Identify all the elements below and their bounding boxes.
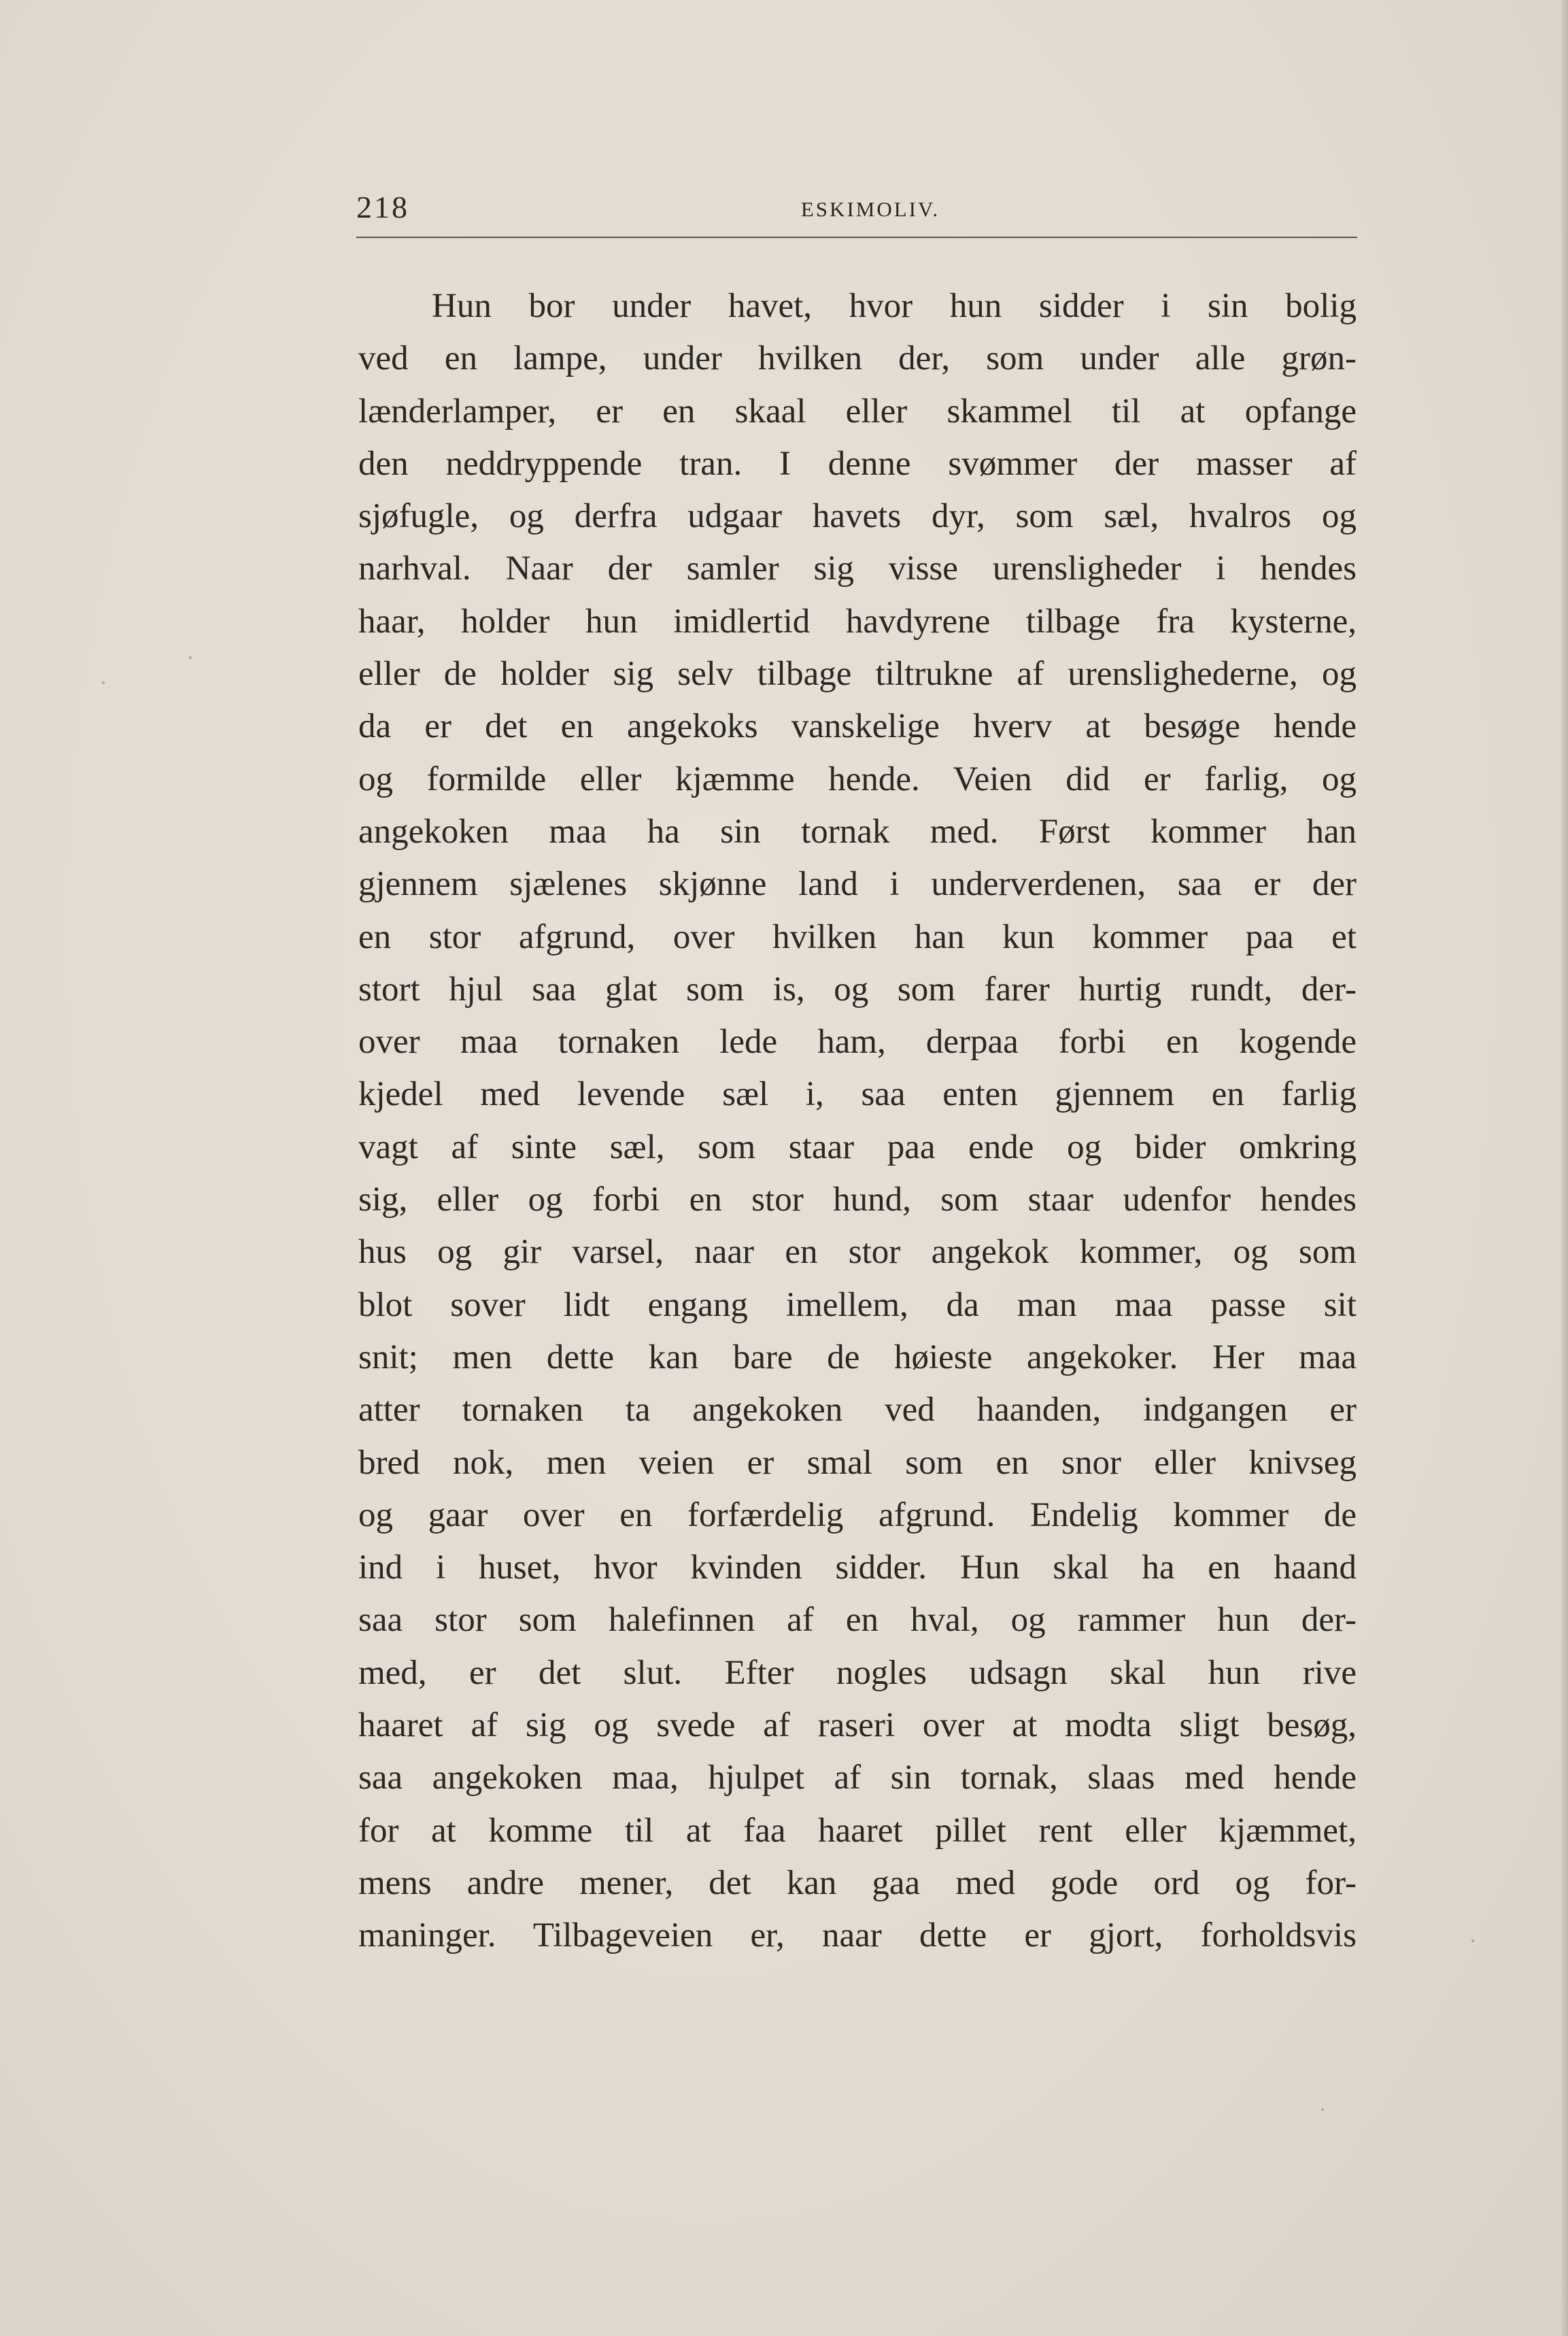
text-line: lænderlamper, er en skaal eller skammel til at opfange: [358, 392, 1357, 430]
text-line: for at komme til at faa haaret pillet rent eller kjæmmet,: [358, 1811, 1357, 1850]
paper-speck: [1471, 1940, 1474, 1942]
paper-speck: [189, 656, 192, 659]
text-line: blot sover lidt engang imellem, da man maa passe sit: [358, 1285, 1357, 1324]
text-line: saa angekoken maa, hjulpet af sin tornak, slaas med hende: [358, 1759, 1357, 1797]
text-line: narhval. Naar der samler sig visse urensligheder i hendes: [358, 549, 1357, 588]
text-line: og formilde eller kjæmme hende. Veien did er farlig, og: [358, 760, 1357, 798]
text-line: kjedel med levende sæl i, saa enten gjennem en farlig: [358, 1075, 1357, 1114]
text-line: da er det en angekoks vanskelige hverv at besøge hende: [358, 707, 1357, 746]
text-line: sjøfugle, og derfra udgaar havets dyr, som sæl, hvalros og: [358, 497, 1357, 536]
text-line: gjennem sjælenes skjønne land i underverdenen, saa er der: [358, 865, 1357, 904]
text-line: og gaar over en forfærdelig afgrund. Endelig kommer de: [358, 1495, 1357, 1534]
text-line: mens andre mener, det kan gaa med gode ord og for-: [358, 1863, 1357, 1902]
text-line: stort hjul saa glat som is, og som farer hurtig rundt, der-: [358, 970, 1357, 1009]
text-line: den neddryppende tran. I denne svømmer der masser af: [358, 444, 1357, 483]
text-line: vagt af sinte sæl, som staar paa ende og bider omkring: [358, 1128, 1357, 1166]
text-line: bred nok, men veien er smal som en snor eller knivseg: [358, 1443, 1357, 1482]
text-line: saa stor som halefinnen af en hval, og rammer hun der-: [358, 1601, 1357, 1640]
text-line: ind i huset, hvor kvinden sidder. Hun skal ha en haand: [358, 1548, 1357, 1587]
text-line: med, er det slut. Efter nogles udsagn skal hun rive: [358, 1653, 1357, 1692]
text-line: over maa tornaken lede ham, derpaa forbi en kogende: [358, 1023, 1357, 1062]
text-line: haar, holder hun imidlertid havdyrene tilbage fra kysterne,: [358, 602, 1357, 641]
body-text: [358, 280, 1357, 1963]
text-line: atter tornaken ta angekoken ved haanden, indgangen er: [358, 1391, 1357, 1429]
text-line: eller de holder sig selv tilbage tiltrukne af urenslighederne, og: [358, 655, 1357, 694]
page-number: 218: [356, 190, 409, 224]
paper-speck: [1321, 2108, 1324, 2111]
text-line: haaret af sig og svede af raseri over at modta sligt besøg,: [358, 1706, 1357, 1745]
paper-speck: [102, 681, 105, 684]
header-rule: [356, 237, 1357, 238]
text-line: hus og gir varsel, naar en stor angekok kommer, og som: [358, 1233, 1357, 1272]
page-header: [356, 189, 1357, 237]
text-line: ved en lampe, under hvilken der, som under alle grøn-: [358, 339, 1357, 378]
text-line: snit; men dette kan bare de høieste angekoker. Her maa: [358, 1338, 1357, 1376]
text-line: angekoken maa ha sin tornak med. Først kommer han: [358, 812, 1357, 851]
page-edge: [1561, 0, 1568, 2336]
text-line: Hun bor under havet, hvor hun sidder i sin bolig: [432, 287, 1357, 325]
text-line: sig, eller og forbi en stor hund, som staar udenfor hendes: [358, 1181, 1357, 1219]
text-line: en stor afgrund, over hvilken han kun kommer paa et: [358, 917, 1357, 956]
text-line: maninger. Tilbageveien er, naar dette er gjort, forholdsvis: [358, 1916, 1357, 1955]
running-head: ESKIMOLIV.: [800, 197, 940, 221]
